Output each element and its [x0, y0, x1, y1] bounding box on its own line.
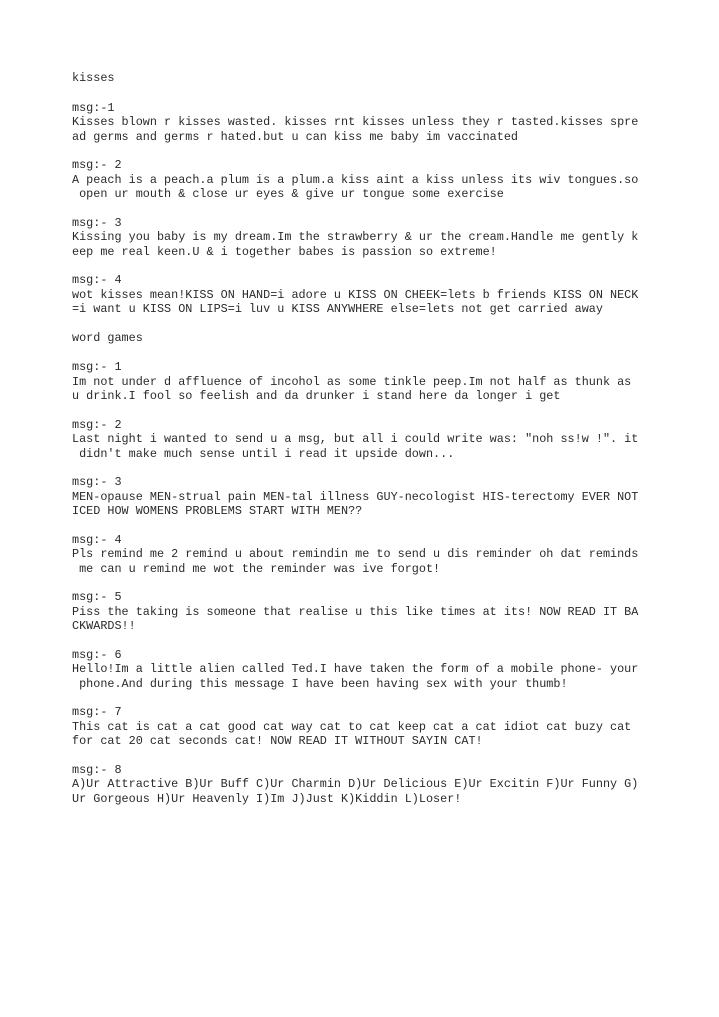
message — [72, 216, 672, 260]
section-word-games — [72, 331, 672, 807]
message-line: wot kisses mean!KISS ON HAND=i adore u KISS ON CHEEK=lets b friends KISS ON NECK — [72, 287, 639, 302]
message — [72, 418, 672, 462]
message-label: msg:- 1 — [72, 360, 122, 374]
message-line: A peach is a peach.a plum is a plum.a kiss aint a kiss unless its wiv tongues.so — [72, 172, 639, 187]
message — [72, 273, 672, 317]
message-line: ad germs and germs r hated.but u can kiss me baby im vaccinated — [72, 129, 518, 144]
message-line: Ur Gorgeous H)Ur Heavenly I)Im J)Just K)Kiddin L)Loser! — [72, 791, 462, 806]
message-line: Piss the taking is someone that realise u this like times at its! NOW READ IT BA — [72, 604, 639, 619]
message — [72, 590, 672, 634]
message-label: msg:- 2 — [72, 158, 122, 172]
message — [72, 705, 672, 749]
message-line: Pls remind me 2 remind u about remindin me to send u dis reminder oh dat reminds — [72, 547, 639, 561]
message-label: msg:- 7 — [72, 705, 122, 719]
message-line: Kissing you baby is my dream.Im the strawberry & ur the cream.Handle me gently k — [72, 230, 639, 244]
message — [72, 648, 672, 692]
message-label: msg:- 3 — [72, 215, 122, 230]
message-label: msg:- 4 — [72, 273, 122, 287]
message-line: for cat 20 cat seconds cat! NOW READ IT WITHOUT SAYIN CAT! — [72, 734, 483, 748]
section-heading: kisses — [72, 71, 115, 85]
message-label: msg:- 5 — [72, 590, 122, 604]
message-line: Kisses blown r kisses wasted. kisses rnt kisses unless they r tasted.kisses spre — [72, 115, 639, 129]
message-line: =i want u KISS ON LIPS=i luv u KISS ANYWHERE else=lets not get carried away — [72, 302, 603, 316]
message-line: phone.And during this message I have been having sex with your thumb! — [72, 676, 568, 691]
document-page — [72, 71, 672, 820]
message-line: eep me real keen.U & i together babes is passion so extreme! — [72, 244, 497, 259]
message-line: A)Ur Attractive B)Ur Buff C)Ur Charmin D)Ur Delicious E)Ur Excitin F)Ur Funny G) — [72, 777, 639, 791]
message-line: u drink.I fool so feelish and da drunker i stand here da longer i get — [72, 389, 561, 403]
message-line: ICED HOW WOMENS PROBLEMS START WITH MEN?? — [72, 504, 363, 518]
section-heading: word games — [72, 330, 143, 345]
message-label: msg:- 4 — [72, 532, 122, 547]
message-line: Im not under d affluence of incohol as some tinkle peep.Im not half as thunk as — [72, 374, 632, 389]
message-label: msg:- 6 — [72, 647, 122, 662]
message-label: msg:- 8 — [72, 762, 122, 777]
message-line: Hello!Im a little alien called Ted.I have taken the form of a mobile phone- your — [72, 662, 639, 676]
message — [72, 475, 672, 519]
message — [72, 158, 672, 202]
section-kisses — [72, 71, 672, 317]
message-line: This cat is cat a cat good cat way cat to cat keep cat a cat idiot cat buzy cat — [72, 719, 632, 734]
message-line: Last night i wanted to send u a msg, but all i could write was: "noh ss!w !". it — [72, 432, 639, 446]
message-label: msg:- 3 — [72, 475, 122, 489]
message — [72, 101, 672, 145]
message — [72, 763, 672, 807]
message-label: msg:- 2 — [72, 417, 122, 432]
message-line: MEN-opause MEN-strual pain MEN-tal illness GUY-necologist HIS-terectomy EVER NOT — [72, 489, 639, 504]
message — [72, 360, 672, 404]
message-line: CKWARDS!! — [72, 619, 136, 633]
message-line: me can u remind me wot the reminder was ive forgot! — [72, 561, 441, 576]
message-line: open ur mouth & close ur eyes & give ur tongue some exercise — [72, 187, 504, 201]
message-line: didn't make much sense until i read it upside down... — [72, 446, 455, 461]
message — [72, 533, 672, 577]
message-label: msg:-1 — [72, 100, 115, 115]
